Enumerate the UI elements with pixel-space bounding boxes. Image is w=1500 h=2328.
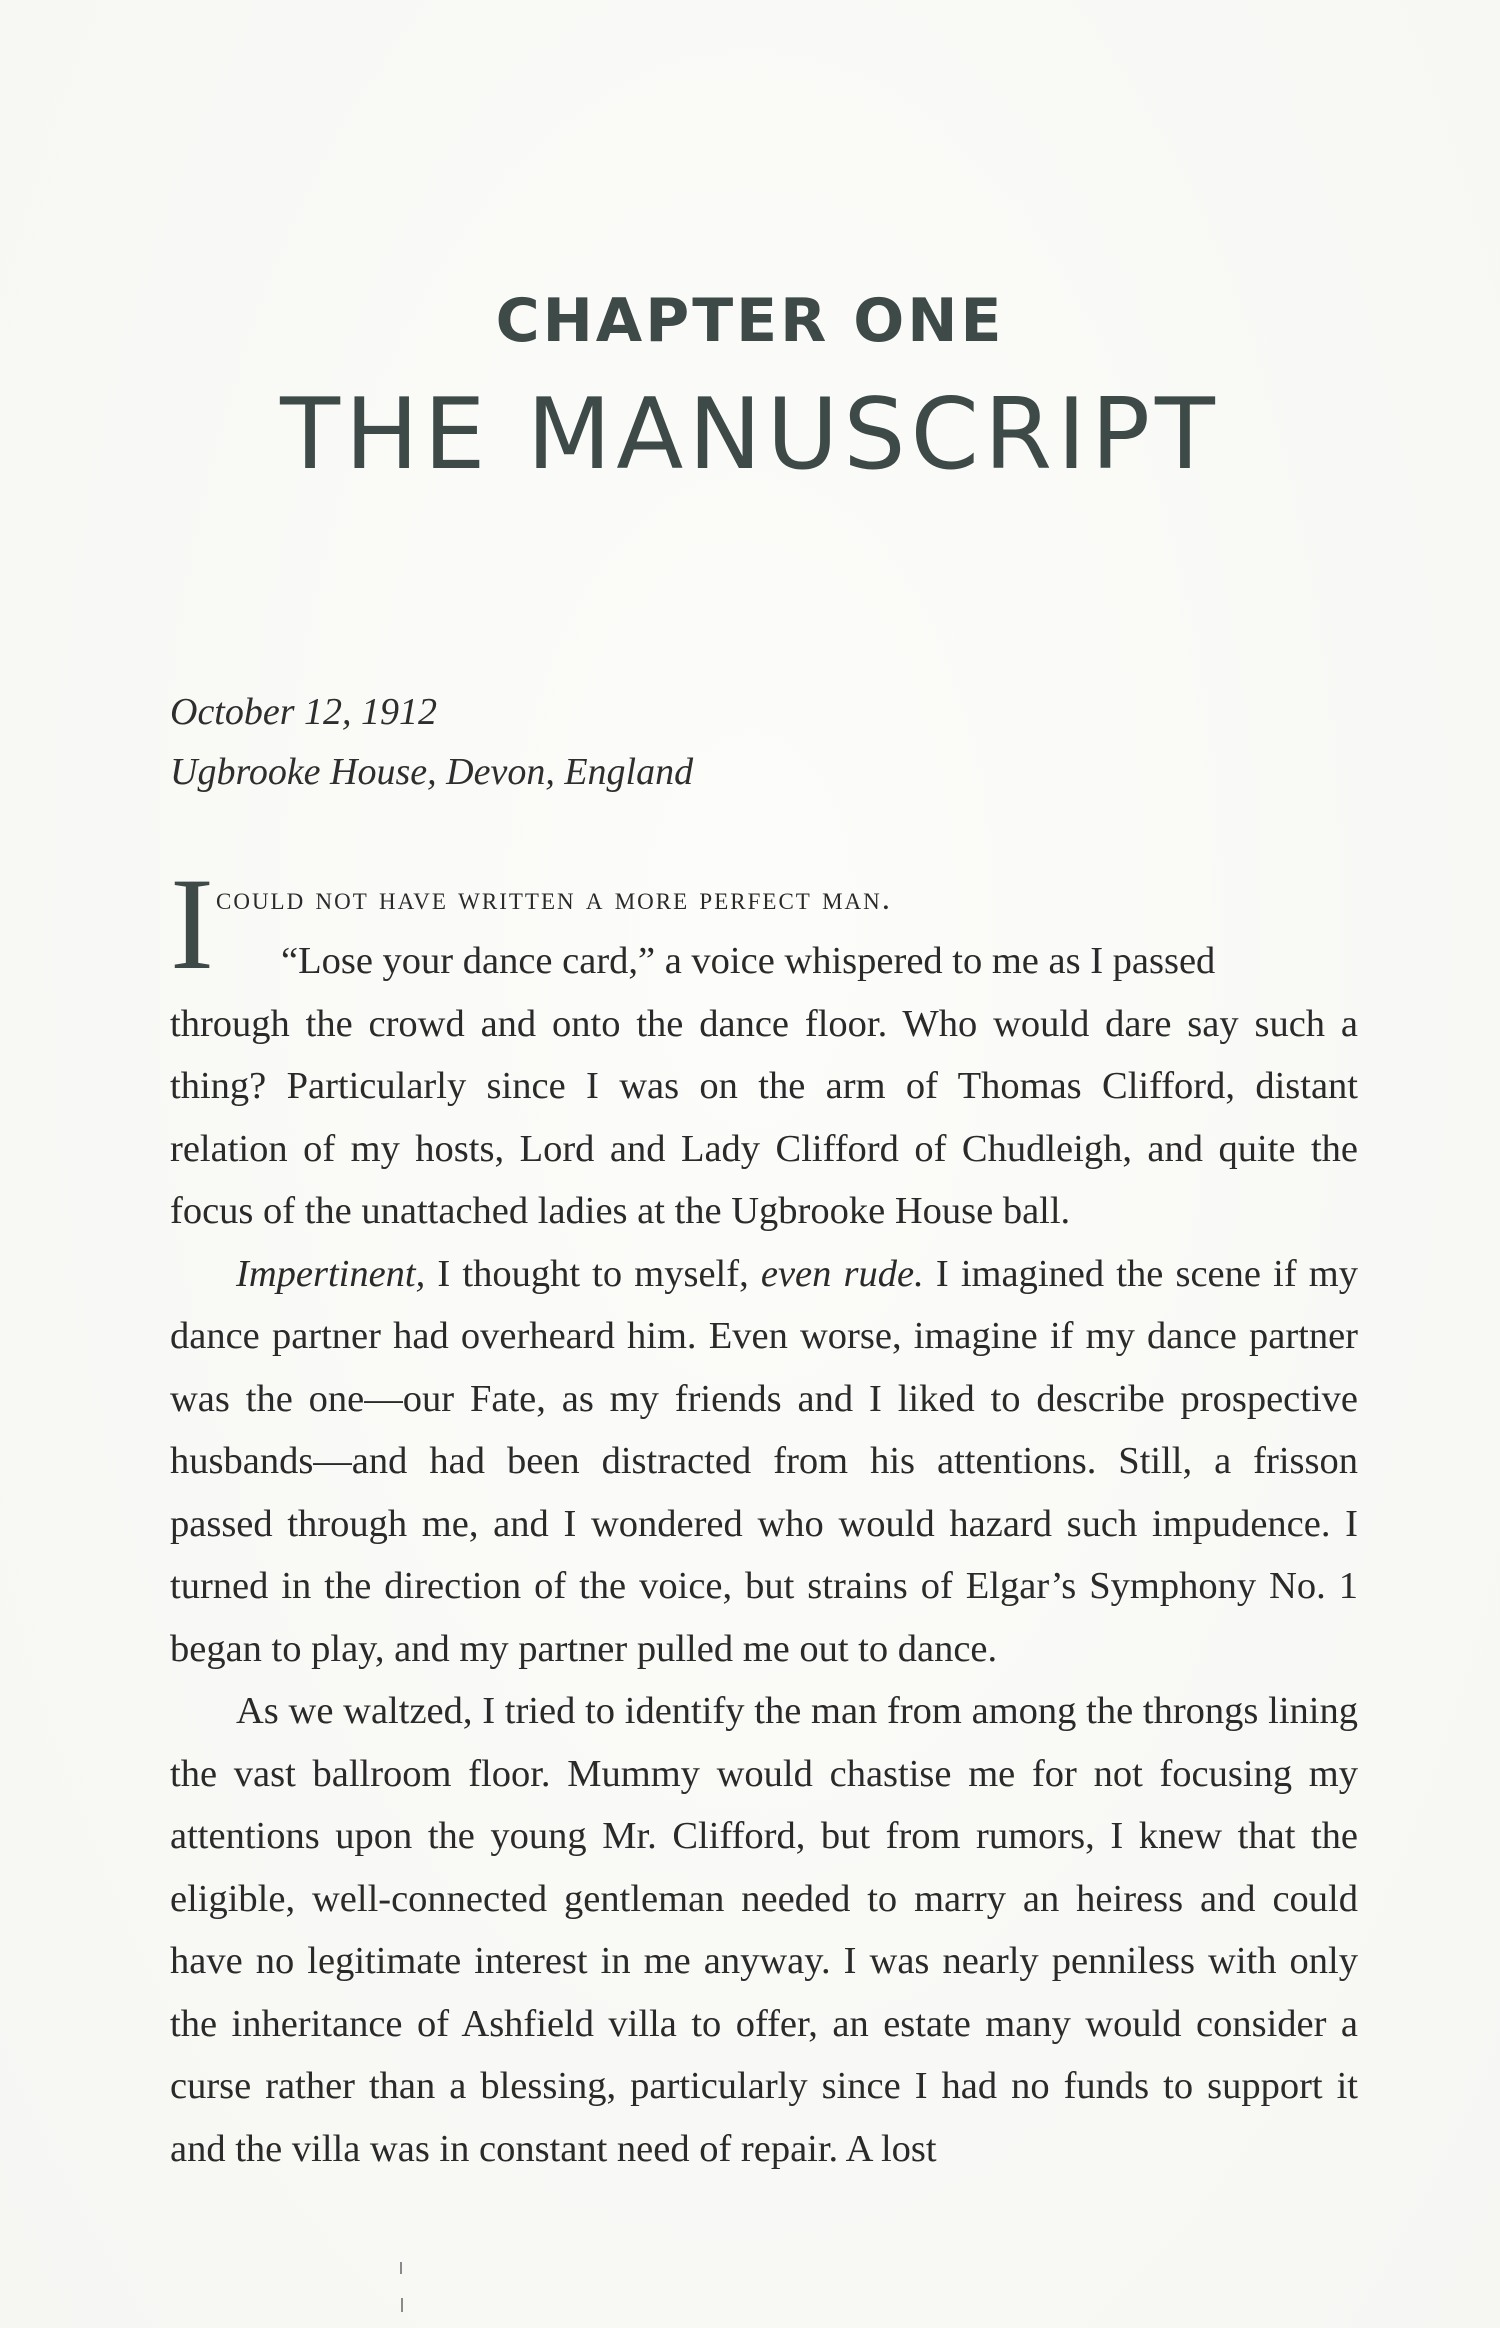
dateline-date: October 12, 1912 (170, 691, 438, 733)
paragraph-1-rest: through the crowd and onto the dance floor. Who would dare say such a thing? Particularly since I was on the arm of Thomas Clifford, distant relation of my hosts, Lord and Lady Clifford of Chudleigh, and quite the focus of the unattached ladies at the Ugbrooke House ball. (170, 1002, 1358, 1232)
paragraph-2-italic-1: Impertinent, (236, 1252, 426, 1295)
paragraph-3: As we waltzed, I tried to identify the man from among the throngs lining the vast ballroom floor. Mummy would chastise me for not focusing my attentions upon the young Mr. Clifford, but from rumors, I knew that the eligible, well-connected gentleman needed to marry an heiress and could have no legitimate interest in me anyway. I was nearly penniless with only the inheritance of Ashfield villa to offer, an estate many would consider a curse rather than a blessing, particularly since I had no funds to support it and the villa was in constant need of repair. A lost (170, 1690, 1358, 2170)
dateline-place: Ugbrooke House, Devon, England (170, 751, 694, 793)
paragraph-2-text-2: I imagined the scene if my dance partner had overheard him. Even worse, imagine if my dance partner was the one—our Fate, as my friends and I liked to describe prospective husbands—and had been distracted from his attentions. Still, a frisson passed through me, and I wondered who would hazard such impudence. I turned in the direction of the voice, but strains of Elgar’s Symphony No. 1 began to play, and my partner pulled me out to dance. (170, 1252, 1358, 1670)
paragraph-2-italic-2: even rude. (760, 1252, 924, 1295)
paragraph-2-text-1: I thought to myself, (425, 1252, 761, 1295)
chapter-label: CHAPTER ONE (495, 286, 1005, 356)
paragraph-1 (170, 930, 1358, 1243)
opening-smallcaps: could not have written a more perfect man. (216, 881, 893, 917)
paragraph-1-first-line: “Lose your dance card,” a voice whispered to me as I passed (281, 940, 1216, 982)
paragraph-2 (170, 1243, 1358, 1681)
scan-speck (400, 2262, 402, 2274)
chapter-title: THE MANUSCRIPT (280, 378, 1220, 492)
dateline (170, 682, 693, 802)
scan-speck (401, 2298, 403, 2312)
chapter-body (170, 850, 1358, 2180)
drop-cap: I (170, 850, 214, 997)
